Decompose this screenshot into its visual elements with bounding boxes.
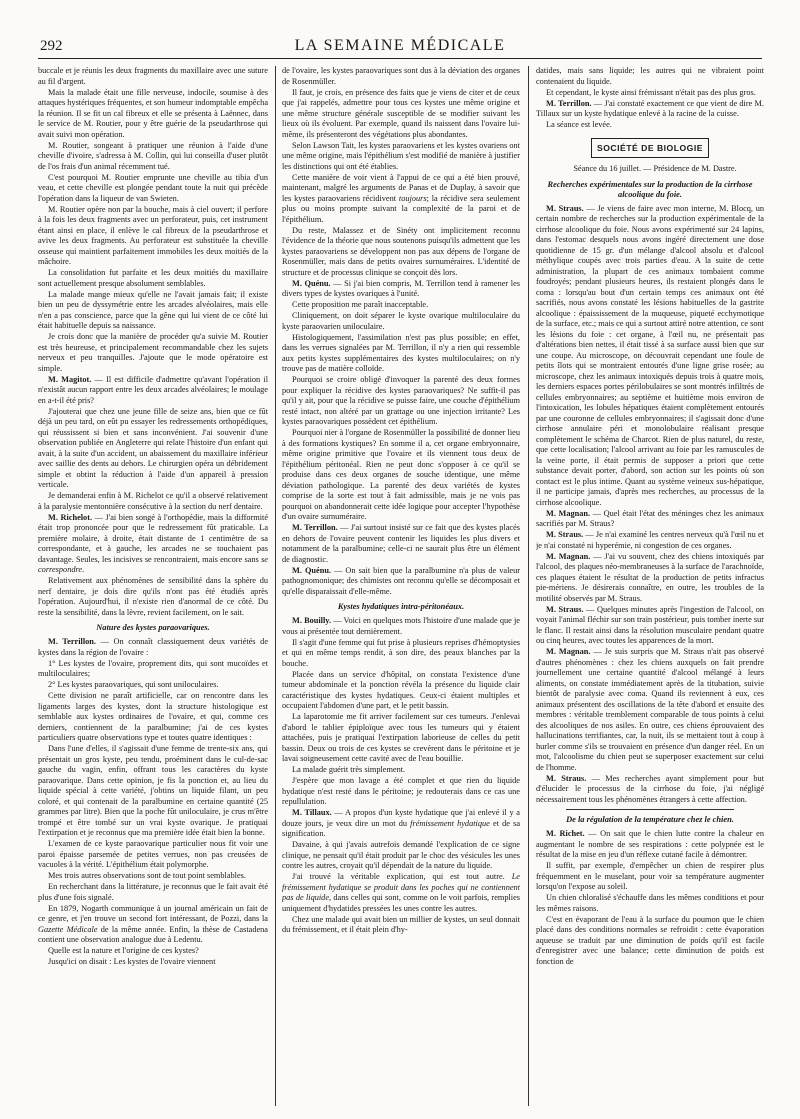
- italic-text: Gazette Médicale: [38, 924, 98, 934]
- column-divider: [528, 66, 529, 1106]
- paragraph: La séance est levée.: [546, 120, 612, 129]
- paragraph: En recherchant dans la littérature, je reconnus que le fait avait été plus d'une fois signalé.: [38, 882, 268, 902]
- paragraph: Selon Lawson Tait, les kystes paraovariens et les kystes ovariens ont une même origine, mais l'épithélium s'est modifié de manière à justifier les distinctions qui ont été établies.: [282, 140, 520, 171]
- section-heading: De la régulation de la température chez le chien.: [566, 815, 734, 824]
- paragraph: Je crois donc que la manière de procéder qu'a suivie M. Routier est très heureuse, et principalement recommandable chez les sujets nerveux et peu tranquilles. J'ajoute que le mode opératoire est simple.: [38, 332, 268, 373]
- italic-text: Le frémissement hydatique se produit dans les poches qui ne contiennent pas de liquide: [282, 872, 520, 902]
- paragraph: Quelle est la nature et l'origine de ces kystes?: [48, 946, 199, 955]
- paragraph: [282, 566, 520, 598]
- paragraph-text: de la même année. Enfin, la thèse de Castadena contient une observation analogue due à Ledentu.: [38, 924, 268, 944]
- running-header: [38, 36, 762, 59]
- section-heading: Kystes hydatiques intra-péritonéaux.: [337, 602, 465, 611]
- speaker-name: M. Straus.: [546, 604, 584, 614]
- paragraph-text: En 1879, Nogarth communique à un journal américain un fait de ce genre, et j'en trouve un second fort intéressant, de Pozzi, dans la: [38, 903, 268, 923]
- speaker-name: M. Straus.: [546, 773, 587, 783]
- paragraph-text: — Il est difficile d'admettre qu'avant l'opération il n'existât aucun rapport entre les deux arcades alvéolaires; le moulage en a-t-il été pris?: [38, 374, 268, 405]
- paragraph: [536, 552, 764, 605]
- page-number: 292: [40, 38, 63, 54]
- paragraph: Il s'agit d'une femme qui fut prise à plusieurs reprises d'hémoptysies et qui en même temps rendit, à son dire, des peaux blanches par la bouche.: [282, 637, 520, 668]
- paragraph-text: — J'ai bien songé à l'orthopédie, mais la difformité était trop prononcée pour que le redressement fût praticable. La première molaire, à droite, était distante de 1 centimètre de sa correspondante, et à gauche, les arcades ne se touchaient pas davantage. Seules, les incisives se rencontraient, mais encore sans: [38, 512, 268, 564]
- paragraph: Cette division ne paraît artificielle, car on rencontre dans les ligaments larges des kystes, dont la structure histologique est semblable aux kystes ordinaires de l'ovaire, et qui, comme ces derniers, contiennent de la paralbumine; j'ai de ces kystes particuliers quatre observations type et toutes quatre identiques :: [38, 691, 268, 742]
- speaker-name: M. Quénu.: [292, 565, 332, 575]
- paragraph: buccale et je réunis les deux fragments du maxillaire avec une suture au fil d'argent.: [38, 66, 268, 86]
- paragraph: Dans l'une d'elles, il s'agissait d'une femme de trente-six ans, qui présentait un gros kyste, peu tendu, proéminent dans le cul-de-sac gauche du vagin, enfin, offrant tous les caractères du kyste paraovarique. Dans cette opinion, je fis la ponction et, au lieu du liquide spécial à cette variété, j'obtins un liquide filant, un peu coloré, et qui contenait de la paralbumine en certaine quantité (25 grammes par litre). Bien que la poche fût uniloculaire, je crus m'être trompé et être tombé sur un vrai kyste ovarique. Je pratiquai l'extirpation et je reconnus que ma première idée était bien la bonne.: [38, 744, 268, 837]
- paragraph: [38, 513, 268, 576]
- paragraph: Davaine, à qui j'avais autrefois demandé l'explication de ce signe clinique, ne pensait qu'il était produit par le choc des vésicules les unes contre les autres, croyait qu'il dépendait de la nature du liquide.: [282, 840, 520, 870]
- paragraph: Du reste, Malassez et de Sinéty ont implicitement reconnu l'évidence de la théorie que nous soutenons puisqu'ils admettent que les kystes paraovariens se développent non pas aux dépens de l'organe de Rosenmüller, mais dans de petits ovaires surnuméraires. L'identité de structure et de processus clinique se conçoit dès lors.: [282, 225, 520, 277]
- paragraph-text: — Quel était l'état des méninges chez les animaux sacrifiés par M. Straus?: [536, 508, 764, 528]
- paragraph: Pourquoi se croire obligé d'invoquer la parenté des deux formes pour expliquer la récidive des kystes paraovariques? Ne suffit-il pas qu'il y ait, pour que la récidive se puisse faire, une couche d'épithélium resté intact, non altéré par un grattage ou une injection irritante? Les kystes paraovariques possèdent cet épithélium.: [282, 375, 520, 426]
- italic-text: toujours: [398, 193, 427, 203]
- speaker-name: M. Magitot.: [48, 374, 92, 384]
- paragraph: Chez une malade qui avait bien un millier de kystes, un seul donnait du frémissement, et il était plein d'hy-: [282, 914, 520, 934]
- paragraph: [282, 173, 520, 226]
- speaker-name: M. Straus.: [546, 530, 584, 539]
- paragraph-text: Cette manière de voir vient à l'appui de ce qui a été bien prouvé, maintenant, malgré les arguments de Panas et de Duplay, à savoir que les kystes paraovariens récidivent: [282, 172, 520, 203]
- paragraph: Pourquoi nier à l'organe de Rosenmüller la possibilité de donner lieu à des formations kystiques? En somme il a, cet organe embryonnaire, même origine primitive que l'ovaire et ils viennent tous deux de l'épithélium péritonéal. Rien ne peut donc s'opposer à ce qu'il se produise dans ces deux organes de souche identique, une même déviation pathologique. La parenté des deux variétés de kystes comprise de la sorte est tout à fait admissible, mais je ne vois pas pourquoi on abandonnerait cette idée logique pour accepter l'hypothèse d'un ovaire surnuméraire.: [282, 428, 520, 521]
- speaker-name: M. Quénu.: [292, 278, 331, 288]
- paragraph: Placée dans un service d'hôpital, on constata l'existence d'une tumeur abdominale et la ponction révéla la présence du liquide clair caractéristique des kystes hydatiques. Ceux-ci étaient multiples et occupaient l'abdomen d'une part, et le petit bassin.: [282, 669, 520, 710]
- running-title: LA SEMAINE MÉDICALE: [294, 37, 506, 54]
- section-heading: Nature des kystes paraovariques.: [96, 623, 210, 632]
- paragraph-text: — J'ai constaté exactement ce que vient de dire M. Tillaux sur un kyste hydatique enlevé à la racine de la cuisse.: [536, 98, 764, 118]
- paragraph: [536, 774, 764, 806]
- speaker-name: M. Bouilly.: [292, 616, 332, 625]
- paragraph: [282, 279, 520, 300]
- paragraph-text: .: [82, 565, 85, 574]
- paragraph: [536, 530, 764, 551]
- paragraph: 2° Les kystes paraovariques, qui sont uniloculaires.: [48, 680, 219, 689]
- paragraph: de l'ovaire, les kystes paraovariques sont dus à la déviation des organes de Rosenmüller.: [282, 66, 520, 86]
- paragraph-text: ; la récidive sera seulement plus ou moins prompte suivant la complexité de la paroi et de l'épithélium.: [282, 193, 520, 224]
- paragraph: [536, 829, 764, 861]
- paragraph: Relativement aux phénomènes de sensibilité dans la sphère du nerf dentaire, je dois dire qu'ils n'ont pas été étudiés après l'opération. Aujourd'hui, il n'existe rien d'anormal de ce côté. Du reste la sensibilité, dans la lèvre, revient facilement, on le sait.: [38, 576, 268, 617]
- paragraph: Cliniquement, on doit séparer le kyste ovarique multiloculaire du kyste paraovarien uniloculaire.: [282, 311, 520, 331]
- paragraph: C'est pourquoi M. Routier emprunte une cheville au tibia d'un veau, et cette cheville est plongée pendant toute la nuit qui précède l'opération dans la liqueur de van Swieten.: [38, 172, 268, 203]
- speaker-name: M. Terrillon.: [292, 523, 338, 532]
- paragraph-text: — On connaît classiquement deux variétés de kystes dans la région de l'ovaire :: [38, 637, 268, 657]
- section-rule: [566, 809, 734, 810]
- paragraph-text: — Je viens de faire avec mon interne, M. Blocq, un certain nombre de recherches sur la production expérimentale de la cirrhose alcoolique du foie. Nous avons expérimenté sur 24 lapins, dans l'estomac desquels nous avons ingéré directement une dose quotidienne de 15 gr. d'un mélange d'alcool absolu et d'alcool méthylique coupés avec trois parties d'eau. A la suite de cette administration, la plupart de ces animaux tombaient comme foudroyés; pendant plusieurs heures, ils restaient plongés dans le coma : lorsqu'au bout d'un certain temps ces animaux ont été sacrifiés, nous avons constaté les lésions habituelles de la gastrite alcoolique : épaississement de la muqueuse, piqueté ecchymotique de la surface, etc.; mais ce qui a surtout attiré notre attention, ce sont les lésions du foie : cet organe, à l'œil nu, ne présentait pas d'altérations bien nettes, il était tissé à sa surface aussi bien que sur une coupe. Au microscope, on découvrait cependant une foule de petits îlots qui se montraient entourés d'une ligne grise rosée; au microscope, chez les animaux intoxiqués depuis trois à quatre mois, les derniers espaces portes périlobulaires se sont montrés infiltrés de cellules embryonnaires; au septième et huitième mois environ de l'intoxication, les lobules hépatiques étaient complètement entourés par une couronne de cellules embryonnaires; il s'agissait donc d'une cirrhose annulaire péri et monolobulaire réalisant presque complètement le schéma de Charcot. Rien de plus naturel, du reste, que cette localisation; l'alcool arrivant au foie par les ramuscules de la veine porte, il était permis de supposer a priori que cette substance devait porter, d'abord, son action sur les points où son contact est le plus intime. Quant au système veineux sus-hépatique, il ne participe jamais, d'après mes recherches, au processus de la cirrhose alcoolique.: [536, 203, 764, 507]
- paragraph: Histologiquement, l'assimilation n'est pas plus possible; en effet, dans les verrues signalées par M. Terrillon, il n'y a rien qui ressemble aux petits kystes supplémentaires des kystes multiloculaires; on n'y trouve pas de matière colloïde.: [282, 332, 520, 373]
- paragraph-text: — Si j'ai bien compris, M. Terrillon tend à ramener les divers types de kystes ovariques à l'unité.: [282, 278, 520, 298]
- paragraph-text: — J'ai vu souvent, chez des chiens intoxiqués par l'alcool, des plaques néo-membraneuses à la surface de l'arachnoïde, ces plaques étaient le résultat de la production de petits infractus pie-mériens. Je désirerais connaître, en outre, les troubles de la motilité observés par M. Straus.: [536, 551, 764, 603]
- column-divider: [275, 66, 276, 1106]
- speaker-name: M. Straus.: [546, 203, 584, 213]
- paragraph-text: — Quelques minutes après l'ingestion de l'alcool, on voyait l'animal fléchir sur son train postérieur, puis tomber inerte sur le flanc. Il restait ainsi dans la résolution musculaire pendant quatre ou cinq heures, avec toutes les apparences de la mort.: [536, 604, 764, 645]
- paragraph: [38, 637, 268, 658]
- speaker-name: M. Magnan.: [546, 551, 591, 561]
- paragraph: [282, 808, 520, 840]
- paragraph: [536, 605, 764, 647]
- paragraph: Il suffit, par exemple, d'empêcher un chien de respirer plus fréquemment en le muselant, pour voir sa température augmenter lorsqu'on l'expose au soleil.: [536, 861, 764, 891]
- paragraph: Jusqu'ici on disait : Les kystes de l'ovaire viennent: [48, 957, 216, 966]
- paragraph-text: J'ai trouvé la véritable explication, qui est tout autre.: [292, 872, 512, 881]
- paragraph: [536, 99, 764, 120]
- paragraph-text: , dans celles qui sont, comme on le voit parfois, remplies uniquement d'hydatides pressées les unes contre les autres.: [282, 893, 520, 913]
- speaker-name: M. Magnan.: [546, 508, 591, 518]
- speaker-name: M. Terrillon.: [546, 98, 592, 108]
- paragraph-text: — Voici en quelques mots l'histoire d'une malade que je vous ai présentée tout dernièrement.: [282, 616, 520, 636]
- speaker-name: M. Richelot.: [48, 512, 93, 522]
- speaker-name: M. Tillaux.: [292, 808, 332, 817]
- italic-text: frémissement hydatique: [410, 818, 490, 828]
- paragraph-text: — J'ai surtout insisté sur ce fait que des kystes placés en dehors de l'ovaire peuvent contenir les liquides les plus divers et notamment de la paralbumine; celle-ci ne saurait plus être un élément de diagnostic.: [282, 523, 520, 564]
- paragraph: Mes trois autres observations sont de tout point semblables.: [48, 871, 246, 880]
- speaker-name: M. Richet.: [546, 829, 585, 838]
- paragraph: [536, 204, 764, 509]
- paragraph: 1° Les kystes de l'ovaire, proprement dits, qui sont mucoïdes et multiloculaires;: [38, 658, 268, 678]
- paragraph: [282, 523, 520, 565]
- paragraph: J'espère que mon lavage a été complet et que rien du liquide hydatique n'est resté dans le péritoine; je redouterais dans ce cas une repullulation.: [282, 776, 520, 806]
- column-2: [282, 66, 520, 1106]
- column-1: [38, 66, 268, 1106]
- speaker-name: M. Terrillon.: [48, 637, 96, 646]
- paragraph: datides, mais sans liquide; les autres qui ne vibraient point contenaient du liquide.: [536, 66, 764, 86]
- paragraph: [38, 904, 268, 946]
- paragraph: [38, 375, 268, 407]
- paragraph-text: — Mes recherches ayant simplement pour but d'élucider le processus de la cirrhose du foie, j'ai négligé nécessairement tous les phénomènes étrangers à cette affection.: [536, 773, 764, 804]
- paragraph: La laparotomie me fit arriver facilement sur ces tumeurs. J'enlevai d'abord le tablier épiploïque avec tous les tumeurs qui y étaient attachées, puis je pratiquai l'extirpation laborieuse de celles du petit bassin. Deux ou trois de ces kystes se crevèrent dans le péritoine et je lavai soigneusement cette cavité avec de l'eau bouillie.: [282, 712, 520, 763]
- paragraph: J'ajouterai que chez une jeune fille de seize ans, bien que ce fût déjà un peu tard, on eût pu essayer les redressements orthopédiques, qui réussissent si bien et sans inconvénient. J'ai souvenir d'une observation publiée en Angleterre qui relate l'histoire d'un enfant qui avait, à la suite d'un accident, un abaissement du maxillaire inférieur avec saillie des dents au dehors. Le chirurgien opéra un débridement simple et obtint la réduction à l'aide d'un appareil à pression verticale.: [38, 406, 268, 489]
- paragraph: M. Routier, songeant à pratiquer une réunion à l'aide d'une cheville d'ivoire, s'adressa à M. Collin, qui lui conseilla d'user plutôt de l'os frais d'un animal récemment tué.: [38, 140, 268, 171]
- paragraph-text: — On sait bien que la paralbumine n'a plus de valeur pathognomonique; des chimistes ont reconnu qu'elle se décomposait et qu'elle disparaissait d'elle-même.: [282, 565, 520, 596]
- paragraph: L'examen de ce kyste paraovarique particulier nous fit voir une paroi épaisse parsemée de petites verrues, non pas creusées de vacuoles à la vérité. L'épithélium était polymorphe.: [38, 839, 268, 869]
- column-3: [536, 66, 764, 1106]
- paragraph: Mais la malade était une fille nerveuse, indocile, soumise à des attaques hystériques fréquentes, et son humeur indomptable empêcha la réunion. Il se fit un cal fibreux et elle se présenta à Laënnec, dans le service de M. Routier, pour y être guérie de la pseudarthrose qui avait suivi mon opération.: [38, 87, 268, 139]
- society-heading-box: SOCIÉTÉ DE BIOLOGIE: [591, 138, 709, 159]
- paragraph-text: — On sait que le chien lutte contre la chaleur en augmentant le nombre de ses respirations : cette polypnée est le résultat de la mise en jeu d'un réflexe cutané facile à démontrer.: [536, 829, 764, 859]
- section-heading: Recherches expérimentales sur la production de la cirrhose alcoolique du foie.: [547, 179, 753, 199]
- paragraph: [536, 647, 764, 773]
- paragraph: Il faut, je crois, en présence des faits que je viens de citer et de ceux que j'ai rappelés, admettre pour tous ces kystes une même origine et une même structure générale susceptible de se modifier suivant les lieux où ils évoluent. Par exemple, quand ils naissent dans l'ovaire lui-même, ils présenteront des végétations plus abondantes.: [282, 87, 520, 139]
- paragraph-text: — A propos d'un kyste hydatique que j'ai enlevé il y a douze jours, je veux dire un mot du: [282, 808, 520, 828]
- paragraph: La malade mange mieux qu'elle ne l'avait jamais fait; il existe bien un peu de dyssymétrie entre les arcades alvéolaires, mais elle n'en a pas conscience, parce que la gêne qui lui vient de ce côté lui était habituelle depuis sa naissance.: [38, 289, 268, 330]
- paragraph: Cette proposition me paraît inacceptable.: [292, 300, 429, 309]
- paragraph: M. Routier opère non par la bouche, mais à ciel ouvert; il perfore à la fois les deux fragments avec un perforateur, puis, cet instrument étant ainsi en place, il enlève le cal fibreux de la pseudarthrose et avive les deux fragments. Au perforateur est substituée la cheville osseuse qui maintient parfaitement immobiles les deux moitiés de la mâchoire.: [38, 204, 268, 266]
- paragraph: [282, 872, 520, 914]
- speaker-name: M. Magnan.: [546, 647, 591, 656]
- session-line: Séance du 16 juillet. — Présidence de M. Dastre.: [573, 164, 737, 173]
- paragraph: La malade guérit très simplement.: [292, 765, 406, 774]
- paragraph: Un chien chloralisé s'échauffe dans les mêmes conditions et pour les mêmes raisons.: [536, 893, 764, 913]
- paragraph: Je demanderai enfin à M. Richelot ce qu'il a observé relativement à la paralysie mentonnière consécutive à la section du nerf dentaire.: [38, 491, 268, 511]
- paragraph: [282, 616, 520, 637]
- paragraph: Et cependant, le kyste ainsi frémissant n'était pas des plus gros.: [546, 87, 756, 97]
- paragraph: C'est en évaporant de l'eau à la surface du poumon que le chien placé dans des conditions normales se refroidit : cette évaporation aqueuse se traduit par une diminution de poids qu'il est facile d'enregistrer avec une balance; cette diminution de poids est fonction de: [536, 914, 764, 966]
- paragraph-text: — Je suis surpris que M. Straus n'ait pas observé d'autres phénomènes : chez les chiens auxquels on fait prendre journellement une certaine quantité d'alcool mélangé à leurs aliments, on constate immédiatement après de la titubation, suivie bientôt de paralysie avec coma. Quand ils reviennent à eux, ces animaux présentent des oscillations de la tête d'abord et ensuite des membres : véritable tremblement comparable de tous points à celui des alcooliques de nos asiles. En outre, ces chiens éprouvaient des hallucinations terrifiantes, car, la nuit, ils se mettaient tout à coup à hurler comme s'ils se trouvaient en présence d'un danger réel. En un mot, l'alcoolisme du chien peut se superposer exactement sur celui de l'homme.: [536, 647, 764, 772]
- paragraph: La consolidation fut parfaite et les deux moitiés du maxillaire sont actuellement presque absolument semblables.: [38, 268, 268, 288]
- italic-text: se correspondre: [38, 554, 268, 574]
- paragraph-text: et de sa signification.: [282, 818, 520, 838]
- paragraph: [536, 509, 764, 530]
- paragraph-text: — Je n'ai examiné les centres nerveux qu'à l'œil nu et je n'ai constaté ni hyperémie, ni congestion de ces organes.: [536, 530, 764, 550]
